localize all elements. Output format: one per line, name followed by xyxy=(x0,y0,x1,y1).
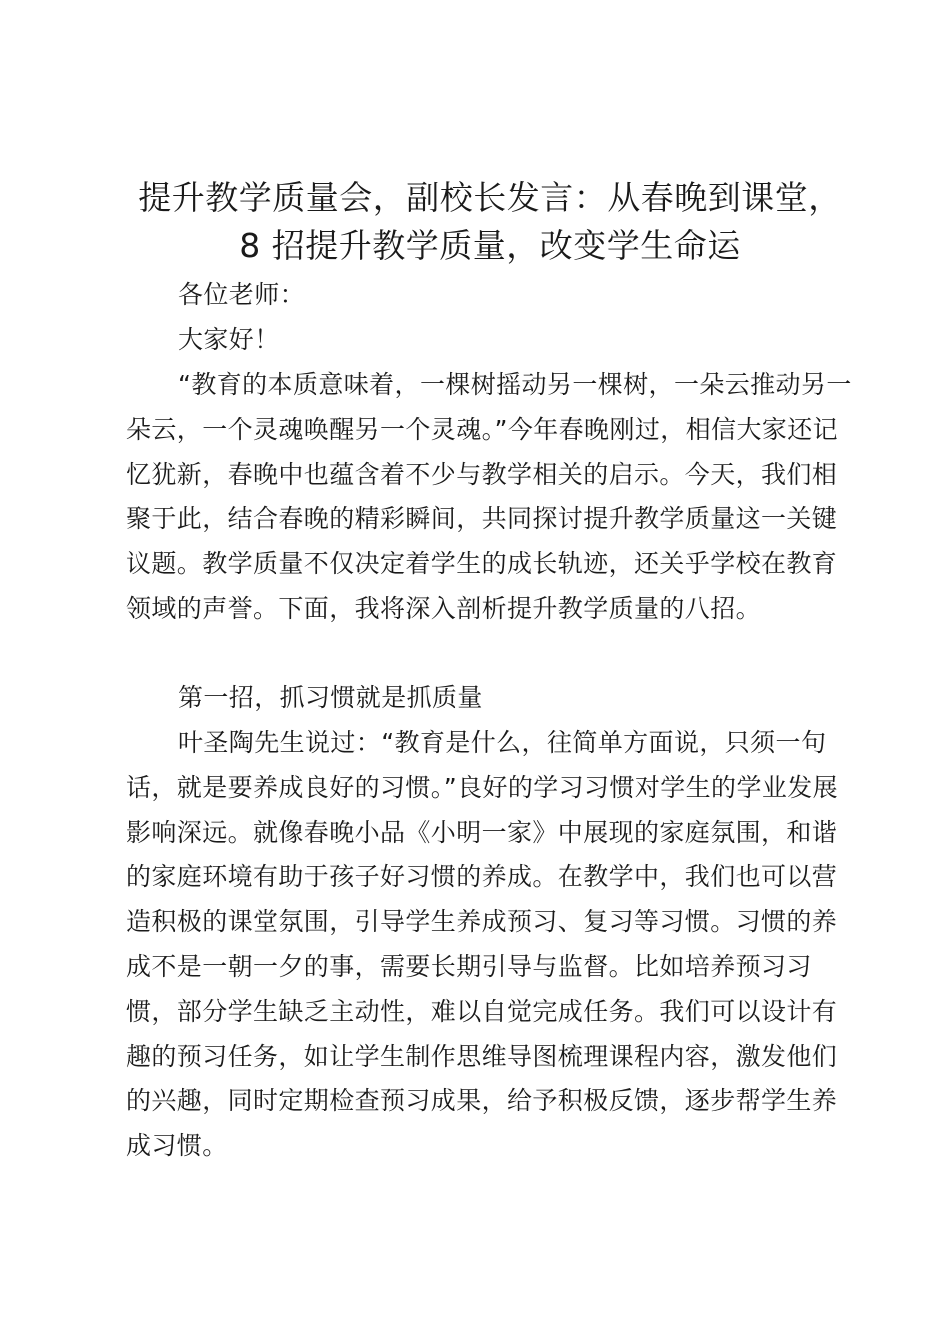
section-heading-1: 第一招，抓习惯就是抓质量 xyxy=(178,683,483,712)
opening-paragraph: “教育的本质意味着，一棵树摇动另一棵树，一朵云推动另一朵云，一个灵魂唤醒另一个灵魂。”今年春晚刚过，相信大家还记忆犹新，春晚中也蕴含着不少与教学相关的启示。今天，我们相聚于此，结合春晚的精彩瞬间，共同探讨提升教学质量这一关键议题。教学质量不仅决定着学生的成长轨迹，还关乎学校在教育领域的声誉。下面，我将深入剖析提升教学质量的八招。 xyxy=(126,370,852,623)
greeting: 大家好！ xyxy=(178,325,280,354)
section-1-paragraph: 叶圣陶先生说过：“教育是什么，往简单方面说，只须一句话，就是要养成良好的习惯。”良好的学习习惯对学生的学业发展影响深远。就像春晚小品《小明一家》中展现的家庭氛围，和谐的家庭环境有助于孩子好习惯的养成。在教学中，我们也可以营造积极的课堂氛围，引导学生养成预习、复习等习惯。习惯的养成不是一朝一夕的事，需要长期引导与监督。比如培养预习习惯，部分学生缺乏主动性，难以自觉完成任务。我们可以设计有趣的预习任务，如让学生制作思维导图梳理课程内容，激发他们的兴趣，同时定期检查预习成果，给予积极反馈，逐步帮学生养成习惯。 xyxy=(126,728,839,1161)
salutation: 各位老师： xyxy=(178,280,306,309)
document-title-line-2: 8 招提升教学质量，改变学生命运 xyxy=(239,226,741,265)
document-title-line-1: 提升教学质量会，副校长发言：从春晚到课堂， xyxy=(138,178,842,217)
